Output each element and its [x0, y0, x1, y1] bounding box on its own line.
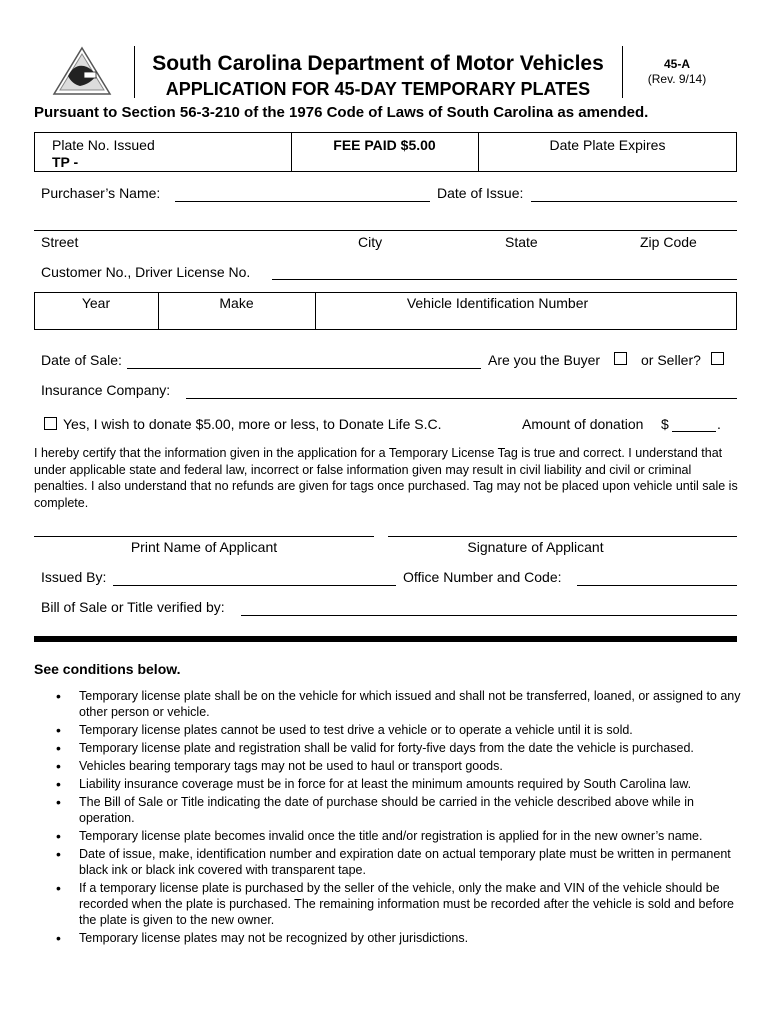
section-divider — [34, 636, 737, 642]
zip-code-label: Zip Code — [640, 234, 697, 250]
dollar-sign: $ — [661, 416, 669, 432]
address-field[interactable] — [34, 230, 737, 231]
list-item: • Temporary license plates may not be recognized by other jurisdictions. — [32, 930, 742, 946]
date-of-issue-field[interactable] — [531, 201, 737, 202]
seller-checkbox[interactable] — [711, 352, 724, 365]
list-item: • Date of issue, make, identification number and expiration date on actual temporary plate must be written in permanent black ink or black ink covered with transparent tape. — [32, 846, 742, 878]
bill-of-sale-field[interactable] — [241, 615, 737, 616]
date-of-issue-label: Date of Issue: — [437, 185, 524, 201]
bill-of-sale-label: Bill of Sale or Title verified by: — [41, 599, 225, 615]
donation-period: . — [717, 416, 721, 432]
certification-text: I hereby certify that the information given in the application for a Temporary License Tag is true and correct. I understand that under applicable state and federal law, incorrect or false information given may result in civil liability and civil or criminal penalties. I also understand that no refunds are given for tags once purchased. Tag may not be placed upon vehicle until sale is complete. — [34, 446, 738, 510]
list-item: • Temporary license plate and registration shall be valid for forty-five days from the date the vehicle is purchased. — [32, 740, 742, 756]
list-item: • Temporary license plates cannot be used to test drive a vehicle or to operate a vehicle until it is sold. — [32, 722, 742, 738]
scdmv-logo-icon — [50, 46, 114, 98]
insurance-label: Insurance Company: — [41, 382, 171, 398]
purchaser-name-label: Purchaser’s Name: — [41, 185, 161, 201]
street-label: Street — [41, 234, 79, 250]
list-item: • Temporary license plate shall be on the vehicle for which issued and shall not be transferred, loaned, or assigned to any other person or vehicle. — [32, 688, 742, 720]
conditions-heading: See conditions below. — [34, 661, 181, 677]
customer-no-field[interactable] — [272, 279, 737, 280]
form-title: APPLICATION FOR 45-DAY TEMPORARY PLATES — [165, 79, 591, 99]
statute-line: Pursuant to Section 56-3-210 of the 1976 Code of Laws of South Carolina as amended. — [34, 104, 649, 121]
make-label: Make — [219, 295, 254, 311]
vin-label: Vehicle Identification Number — [406, 295, 589, 311]
date-plate-expires-label: Date Plate Expires — [549, 137, 666, 153]
state-label: State — [505, 234, 538, 250]
donate-label: Yes, I wish to donate $5.00, more or less, to Donate Life S.C. — [63, 416, 442, 432]
issued-by-label: Issued By: — [41, 569, 107, 585]
signature-label: Signature of Applicant — [467, 539, 604, 555]
revision-date: (Rev. 9/14) — [647, 72, 707, 86]
buyer-label: Are you the Buyer — [488, 352, 601, 368]
date-of-sale-field[interactable] — [127, 368, 481, 369]
plate-prefix: TP - — [52, 154, 79, 170]
conditions-list — [32, 688, 742, 948]
city-label: City — [358, 234, 383, 250]
purchaser-name-field[interactable] — [175, 201, 430, 202]
customer-no-label: Customer No., Driver License No. — [41, 264, 251, 280]
plate-no-label: Plate No. Issued — [52, 137, 155, 153]
print-name-field[interactable] — [34, 536, 374, 537]
year-label: Year — [81, 295, 111, 311]
list-item: • Temporary license plate becomes invalid once the title and/or registration is applied for in the new owner’s name. — [32, 828, 742, 844]
list-item: • The Bill of Sale or Title indicating the date of purchase should be carried in the vehicle described above while in operation. — [32, 794, 742, 826]
list-item: • Vehicles bearing temporary tags may not be used to haul or transport goods. — [32, 758, 742, 774]
office-number-label: Office Number and Code: — [403, 569, 562, 585]
list-item: • Liability insurance coverage must be in force for at least the minimum amounts required by South Carolina law. — [32, 776, 742, 792]
insurance-field[interactable] — [186, 398, 737, 399]
list-item: • If a temporary license plate is purchased by the seller of the vehicle, only the make and VIN of the vehicle should be recorded when the plate is purchased. The remaining information must be recorded after the vehicle is sold and before the plate is given to the new owner. — [32, 880, 742, 928]
signature-field[interactable] — [388, 536, 737, 537]
seller-label: or Seller? — [641, 352, 701, 368]
fee-paid-label: FEE PAID $5.00 — [333, 137, 436, 153]
date-of-sale-label: Date of Sale: — [41, 352, 122, 368]
buyer-checkbox[interactable] — [614, 352, 627, 365]
agency-title: South Carolina Department of Motor Vehicles — [152, 52, 604, 75]
office-number-field[interactable] — [577, 585, 737, 586]
donation-amount-label: Amount of donation — [522, 416, 644, 432]
issued-by-field[interactable] — [113, 585, 396, 586]
donation-amount-field[interactable] — [672, 431, 716, 432]
donate-checkbox[interactable] — [44, 417, 57, 430]
print-name-label: Print Name of Applicant — [130, 539, 278, 555]
form-number: 45-A — [663, 57, 690, 71]
